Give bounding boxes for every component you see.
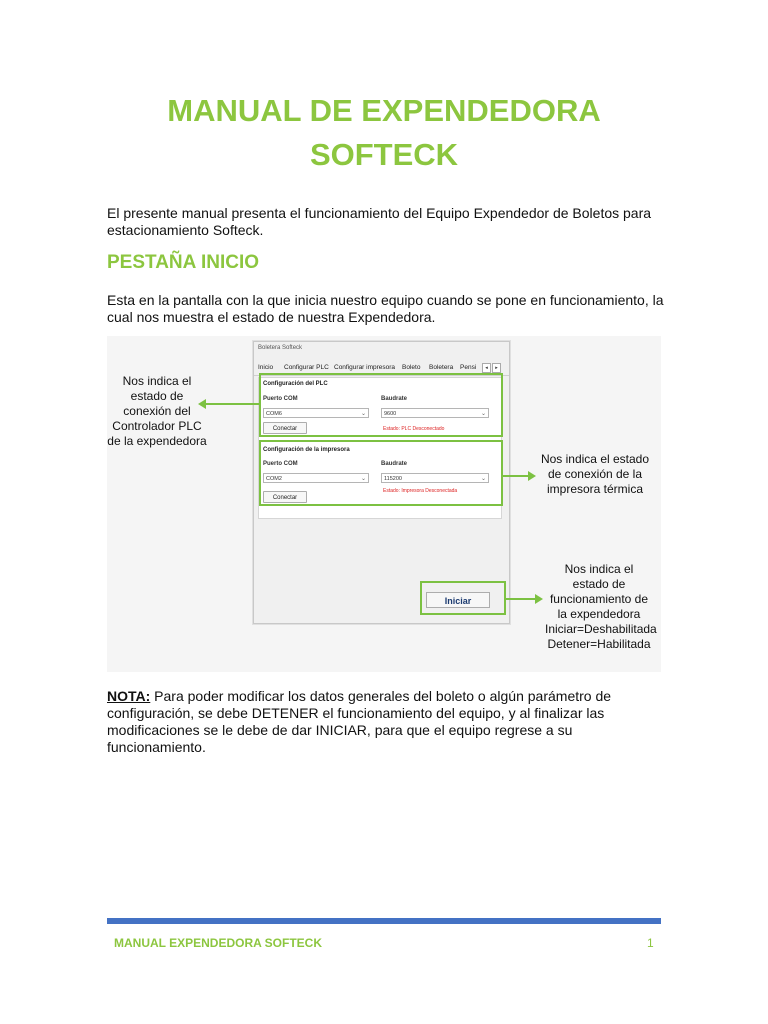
plc-port-label: Puerto COM [263, 396, 298, 402]
plc-port-value: COM6 [266, 411, 282, 417]
note-text: Para poder modificar los datos generales del boleto o algún parámetro de configuración, se debe DETENER el funcionamiento del equipo, y al finalizar las modificaciones se le debe de dar INICIAR, para que el equipo regrese a su funcionamiento. [107, 688, 612, 755]
printer-highlight-box [259, 440, 503, 506]
printer-baud-label: Baudrate [381, 461, 408, 467]
start-annotation: Nos indica el estado de funcionamiento de la expendedora Iniciar=Deshabilitada Detener=Habilitada [545, 562, 657, 651]
start-highlight-box [420, 581, 506, 615]
footer-rule [107, 918, 661, 924]
start-arrow-icon [506, 598, 536, 600]
printer-annotation: Nos indica el estado de conexión de la impresora térmica [540, 452, 650, 496]
tab-scroll-right-icon[interactable]: ▸ [492, 363, 501, 373]
tab-pensi[interactable]: Pensi [460, 364, 477, 371]
tab-inicio[interactable]: Inicio [258, 364, 274, 371]
tab-configurar-plc[interactable]: Configurar PLC [284, 364, 329, 371]
chevron-down-icon: ⌄ [480, 476, 486, 482]
title-line-1: MANUAL DE EXPENDEDORA [167, 93, 601, 128]
chevron-down-icon: ⌄ [360, 411, 366, 417]
page-number: 1 [647, 936, 654, 950]
plc-annotation: Nos indica el estado de conexión del Controlador PLC de la expendedora [107, 374, 207, 448]
chevron-down-icon: ⌄ [480, 411, 486, 417]
printer-port-value: COM2 [266, 476, 282, 482]
tab-boleto[interactable]: Boleto [402, 364, 421, 371]
start-button[interactable]: Iniciar [426, 592, 490, 608]
printer-port-label: Puerto COM [263, 461, 298, 467]
plc-highlight-box [259, 373, 503, 437]
window-title: Boletera Softeck [258, 345, 303, 351]
section-paragraph: Esta en la pantalla con la que inicia nuestro equipo cuando se pone en funcionamiento, la cual nos muestra el estado de nuestra Expendedora. [107, 292, 664, 325]
tab-scroll-left-icon[interactable]: ◂ [482, 363, 491, 373]
note-paragraph [107, 688, 667, 756]
screenshot-figure [107, 336, 661, 672]
title-line-2: SOFTECK [309, 137, 459, 172]
plc-group-title: Configuración del PLC [263, 381, 328, 387]
printer-connect-button[interactable]: Conectar [263, 491, 307, 503]
tab-boletera[interactable]: Boletera [429, 364, 454, 371]
document-title [0, 89, 768, 177]
printer-arrow-icon [503, 475, 529, 477]
footer-title: MANUAL EXPENDEDORA SOFTECK [114, 936, 323, 950]
section-heading: PESTAÑA INICIO [107, 252, 260, 273]
chevron-down-icon: ⌄ [360, 476, 366, 482]
printer-status: Estado: Impresora Desconectada [383, 488, 458, 494]
note-label: NOTA: [107, 688, 151, 704]
plc-baud-value: 9600 [384, 411, 397, 417]
intro-paragraph: El presente manual presenta el funcionamiento del Equipo Expendedor de Boletos para estacionamiento Softeck. [107, 205, 652, 238]
printer-baud-value: 115200 [384, 476, 402, 482]
printer-group-title: Configuración de la impresora [263, 447, 350, 453]
plc-connect-button[interactable]: Conectar [263, 422, 307, 434]
plc-baud-label: Baudrate [381, 396, 408, 402]
tab-configurar-impresora[interactable]: Configurar impresora [334, 364, 396, 371]
plc-arrow-icon [205, 403, 259, 405]
plc-status: Estado: PLC Desconectado [383, 426, 445, 432]
